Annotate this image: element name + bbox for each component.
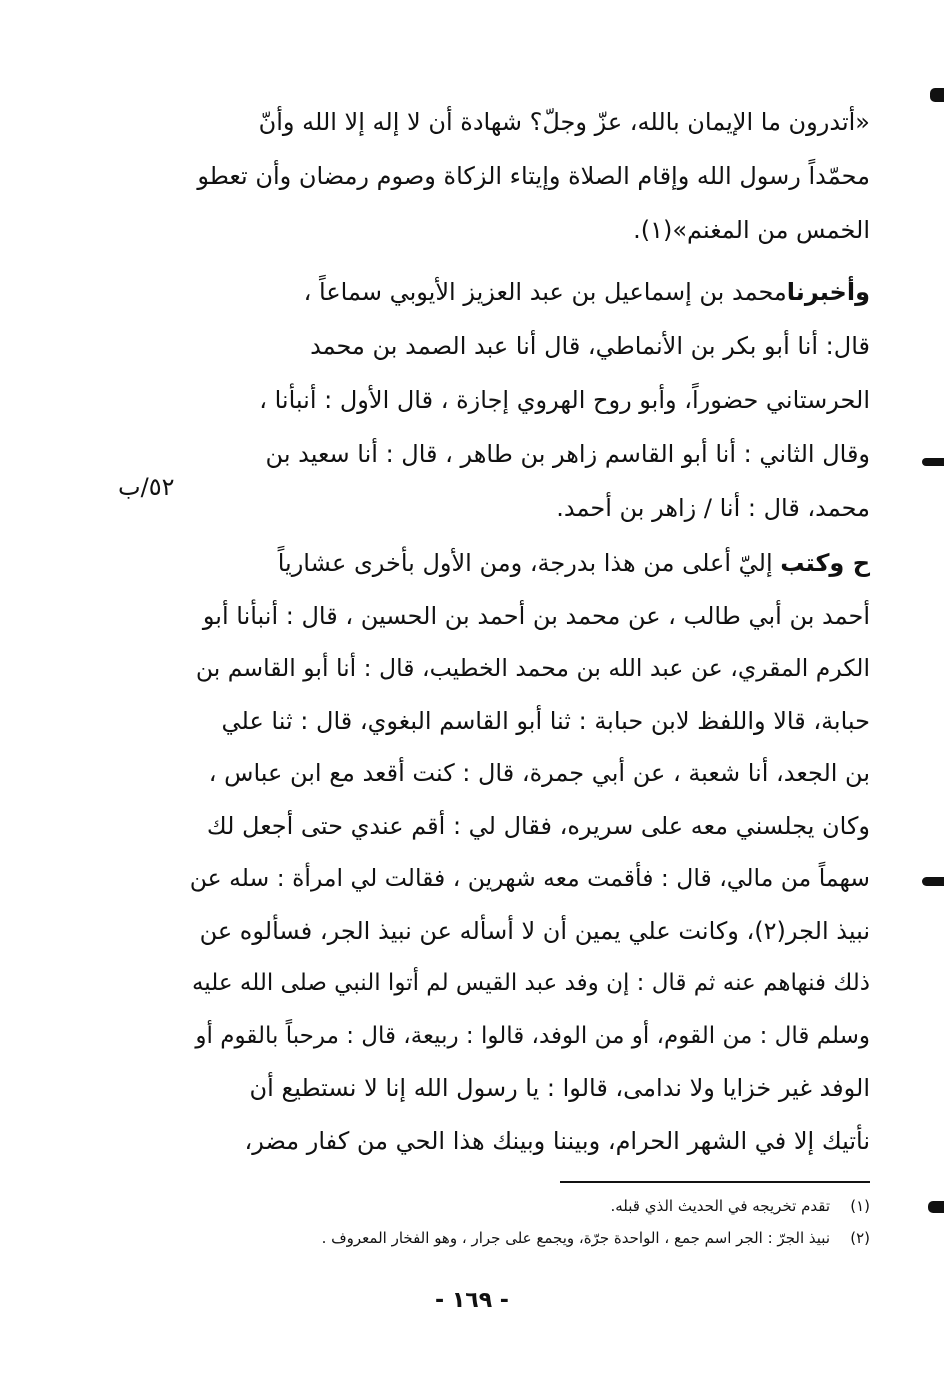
scan-edge-mark [930,88,944,102]
text-line-rest: إليّ أعلى من هذا بدرجة، ومن الأول بأخرى عشارياً [277,549,773,577]
text-line: بن الجعد، أنا شعبة ، عن أبي جمرة، قال : كنت أقعد مع ابن عباس ، [208,759,870,787]
text-line: أحمد بن أبي طالب ، عن محمد بن أحمد بن الحسين ، قال : أنبأنا أبو [202,601,870,630]
footnote-number: (١) [850,1197,870,1215]
text-line: الحرستاني حضوراً، وأبو روح الهروي إجازة ، قال الأول : أنبأنا ، [259,386,870,414]
text-line: ذلك فنهاهم عنه ثم قال : إن وفد عبد القيس لم أتوا النبي صلى الله عليه [191,970,870,996]
footnote-item [188,1222,870,1254]
paragraph-isnad-2 [188,537,870,1167]
text-line: وسلم قال : من القوم، أو من الوفد، قالوا : ربيعة، قال : مرحباً بالقوم أو [195,1022,870,1049]
text-line-first [188,265,870,319]
text-line-rest: محمد بن إسماعيل بن عبد العزيز الأيوبي سماعاً ، [303,278,787,306]
scan-edge-mark [928,1201,944,1213]
text-line: الكرم المقري، عن عبد الله بن محمد الخطيب، قال : أنا أبو القاسم بن [195,654,870,682]
text-line: الخمس من المغنم»(١). [633,216,870,244]
text-line: «أتدرون ما الإيمان بالله، عزّ وجلّ؟ شهادة أن لا إله إلا الله وأنّ [258,108,870,136]
footnote-number: (٢) [850,1229,870,1247]
paragraph-hadith-quote [188,95,870,257]
footnote-text: نبيذ الجرّ : الجر اسم جمع ، الواحدة جرّة، ويجمع على جرار ، وهو الفخار المعروف . [321,1229,830,1247]
footnote-item [188,1190,870,1222]
scan-edge-mark [922,458,944,466]
footnote-text: تقدم تخريجه في الحديث الذي قبله. [610,1197,830,1215]
page-number: - ١٦٩ - [435,1288,509,1313]
text-line: قال: أنا أبو بكر بن الأنماطي، قال أنا عبد الصمد بن محمد [310,332,870,360]
text-line: وقال الثاني : أنا أبو القاسم زاهر بن طاهر ، قال : أنا سعيد بن [265,440,870,468]
text-line: محمد، قال : أنا / زاهر بن أحمد. [556,494,870,522]
text-line: حبابة، قالا واللفظ لابن حبابة : ثنا أبو القاسم البغوي، قال : ثنا علي [221,706,870,735]
text-line: نبيذ الجر(٢)، وكانت علي يمين أن لا أسأله عن نبيذ الجر، فسألوه عن [199,916,870,945]
text-line: نأتيك إلا في الشهر الحرام، وبيننا وبينك هذا الحي من كفار مضر، [244,1126,870,1155]
scan-edge-mark [922,877,944,886]
text-line-first [188,537,870,590]
manuscript-folio-note: ٥٢/ب [118,473,175,501]
text-line: وكان يجلسني معه على سريره، فقال لي : أقم عندي حتى أجعل لك [206,811,870,840]
text-line: محمّداً رسول الله وإقام الصلاة وإيتاء الزكاة وصوم رمضان وأن تعطو [197,162,870,190]
paragraph-lead-word: وأخبرنا [786,278,870,306]
paragraph-isnad-1 [188,265,870,535]
text-line: الوفد غير خزايا ولا ندامى، قالوا : يا رسول الله إنا لا نستطيع أن [249,1074,870,1102]
footnotes [188,1190,870,1254]
footnote-divider [560,1181,870,1183]
text-line: سهماً من مالي، قال : فأقمت معه شهرين ، فقالت لي امرأة : سله عن [189,864,870,892]
paragraph-lead-word: ح وكتب [780,549,870,577]
